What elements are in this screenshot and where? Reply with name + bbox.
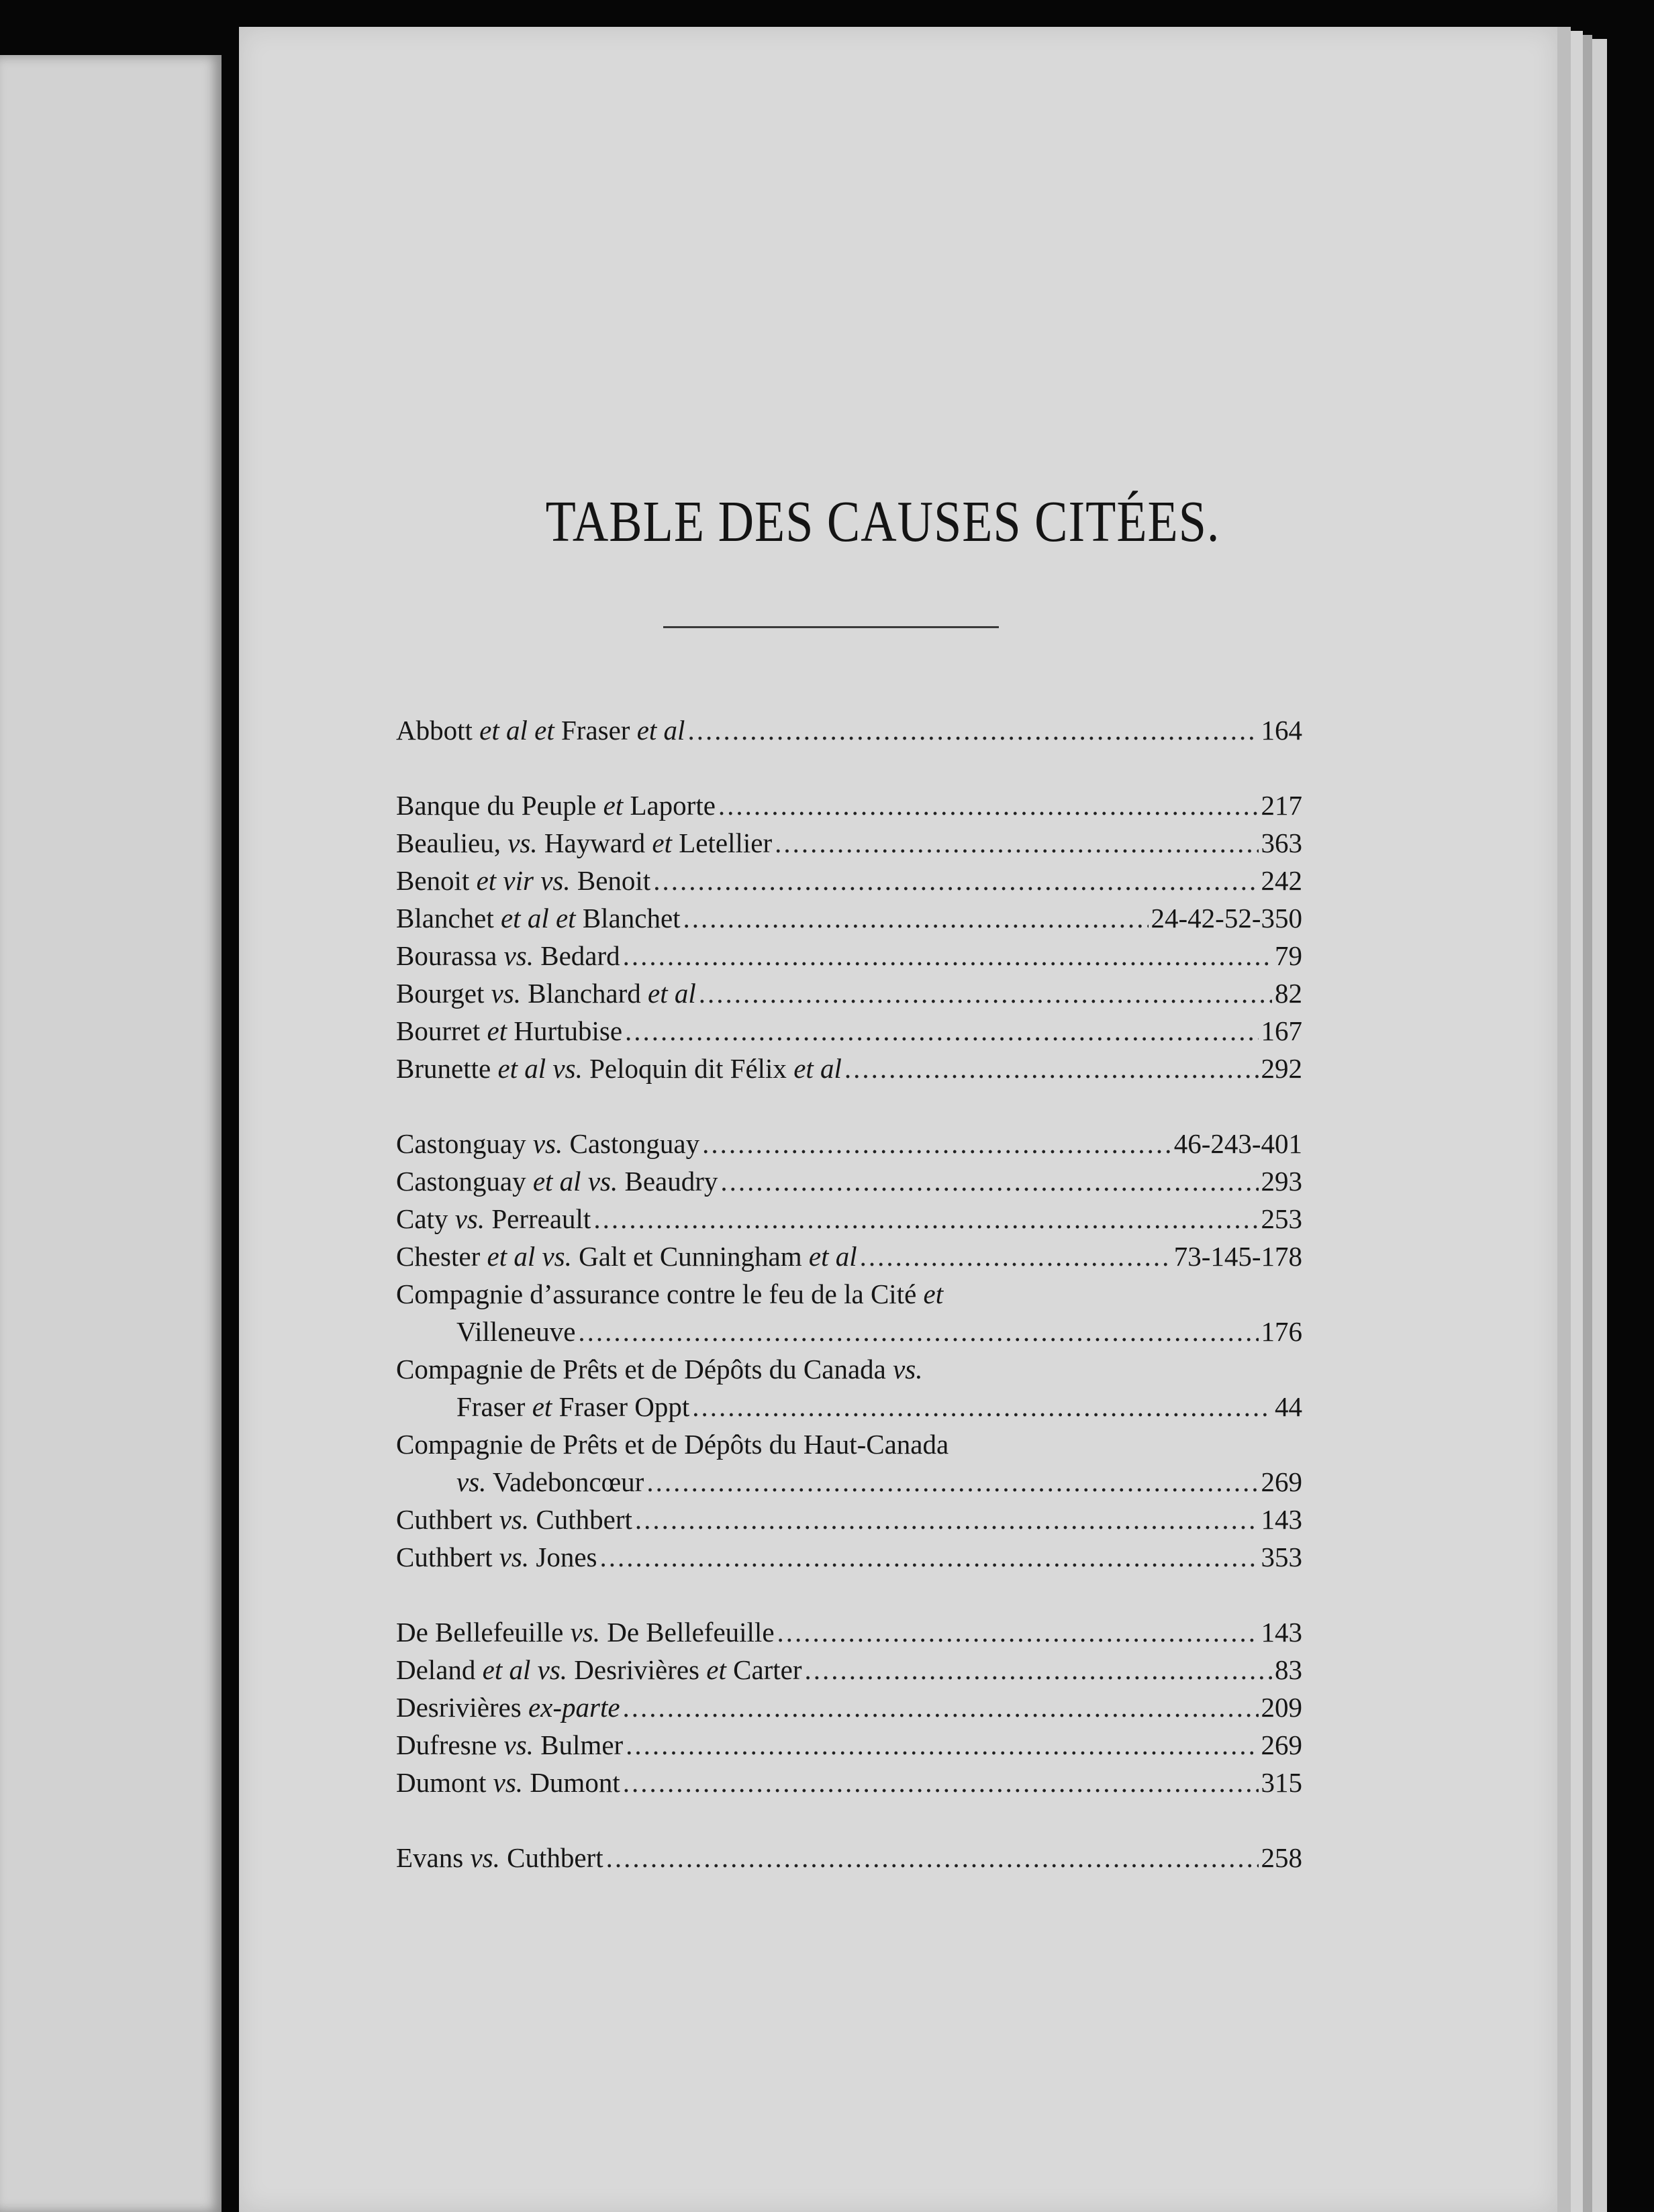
entry-line: [396, 1012, 1302, 1050]
case-name: Bourret et Hurtubise: [396, 1015, 623, 1046]
dot-leader: [718, 787, 1259, 824]
case-name: Evans vs. Cuthbert: [396, 1842, 603, 1873]
case-index-list: [396, 711, 1302, 1914]
entry-line: [396, 1388, 1302, 1425]
page-edge: [1571, 31, 1583, 2212]
case-name: Castonguay vs. Castonguay: [396, 1128, 700, 1159]
page-reference: 315: [1261, 1767, 1302, 1798]
entry-line: [396, 862, 1302, 899]
page-reference: 167: [1261, 1015, 1302, 1046]
dot-leader: [720, 1162, 1258, 1200]
page-reference: 24-42-52-350: [1151, 903, 1302, 934]
case-name: Caty vs. Perreault: [396, 1203, 591, 1234]
case-name: vs. Vadeboncœur: [456, 1466, 644, 1497]
page-reference: 164: [1261, 715, 1302, 746]
index-entry: [396, 1125, 1302, 1162]
page-reference: 258: [1261, 1842, 1302, 1873]
index-entry: [396, 1162, 1302, 1200]
case-name: Bourassa vs. Bedard: [396, 940, 620, 971]
case-name: Compagnie de Prêts et de Dépôts du Haut-Canada: [396, 1429, 949, 1460]
page-edge: [1592, 39, 1607, 2212]
index-entry: [396, 974, 1302, 1012]
page-edge: [1557, 27, 1571, 2212]
entry-line: [396, 1538, 1302, 1576]
case-name: Compagnie d’assurance contre le feu de la Cité et: [396, 1278, 944, 1309]
page-reference: 176: [1261, 1316, 1302, 1347]
entry-line: [396, 1162, 1302, 1200]
entry-line: [396, 787, 1302, 824]
dot-leader: [623, 937, 1272, 974]
entry-line: [396, 1050, 1302, 1087]
index-entry: [396, 1200, 1302, 1238]
index-entry: [396, 862, 1302, 899]
page-reference: 217: [1261, 790, 1302, 821]
entry-line: [396, 1425, 1302, 1463]
index-entry: [396, 787, 1302, 824]
dot-leader: [860, 1238, 1171, 1275]
dot-leader: [687, 711, 1258, 749]
case-name: Banque du Peuple et Laporte: [396, 790, 716, 821]
page-reference: 82: [1275, 978, 1302, 1009]
case-name: Castonguay et al vs. Beaudry: [396, 1166, 718, 1197]
entry-line: [396, 1764, 1302, 1801]
entry-line: [396, 1839, 1302, 1876]
index-entry: [396, 1050, 1302, 1087]
dot-leader: [626, 1726, 1258, 1764]
page-reference: 253: [1261, 1203, 1302, 1234]
index-entry: [396, 1501, 1302, 1538]
entry-line: [396, 1313, 1302, 1350]
entry-line: [396, 1501, 1302, 1538]
dot-leader: [623, 1689, 1259, 1726]
page-reference: 143: [1261, 1504, 1302, 1535]
entry-line: [396, 1350, 1302, 1388]
entry-line: [396, 824, 1302, 862]
dot-leader: [699, 974, 1272, 1012]
index-group-e: [396, 1839, 1302, 1876]
index-entry: [396, 1012, 1302, 1050]
page-reference: 73-145-178: [1173, 1241, 1302, 1272]
page-edge: [1583, 35, 1592, 2212]
case-name: Brunette et al vs. Peloquin dit Félix et al: [396, 1053, 842, 1084]
index-entry: [396, 1613, 1302, 1651]
dot-leader: [600, 1538, 1259, 1576]
page-reference: 269: [1261, 1466, 1302, 1497]
index-entry: [396, 1651, 1302, 1689]
entry-line: [396, 1275, 1302, 1313]
dot-leader: [578, 1313, 1258, 1350]
index-entry: [396, 824, 1302, 862]
entry-line: [396, 1689, 1302, 1726]
page-reference: 242: [1261, 865, 1302, 896]
index-group-c: [396, 1125, 1302, 1576]
page-reference: 44: [1275, 1391, 1302, 1422]
facing-page-fragment: [0, 55, 222, 2212]
page-reference: 353: [1261, 1542, 1302, 1572]
page-reference: 46-243-401: [1173, 1128, 1302, 1159]
case-name: Beaulieu, vs. Hayward et Letellier: [396, 827, 773, 858]
case-name: Cuthbert vs. Cuthbert: [396, 1504, 632, 1535]
dot-leader: [635, 1501, 1259, 1538]
index-entry: [396, 1538, 1302, 1576]
entry-line: [396, 1200, 1302, 1238]
dot-leader: [692, 1388, 1272, 1425]
dot-leader: [844, 1050, 1259, 1087]
index-entry: [396, 899, 1302, 937]
dot-leader: [653, 862, 1258, 899]
entry-line: [396, 937, 1302, 974]
page-reference: 292: [1261, 1053, 1302, 1084]
case-name: Dumont vs. Dumont: [396, 1767, 620, 1798]
entry-line: [396, 711, 1302, 749]
case-name: Villeneuve: [456, 1316, 576, 1347]
index-entry: [396, 1764, 1302, 1801]
entry-line: [396, 1726, 1302, 1764]
entry-line: [396, 1463, 1302, 1501]
dot-leader: [775, 824, 1258, 862]
dot-leader: [593, 1200, 1258, 1238]
page-reference: 83: [1275, 1654, 1302, 1685]
entry-line: [396, 1651, 1302, 1689]
index-entry: [396, 1689, 1302, 1726]
index-group-a: [396, 711, 1302, 749]
case-name: Abbott et al et Fraser et al: [396, 715, 685, 746]
index-entry: [396, 1726, 1302, 1764]
case-name: Benoit et vir vs. Benoit: [396, 865, 651, 896]
page-reference: 293: [1261, 1166, 1302, 1197]
entry-line: [396, 899, 1302, 937]
entry-line: [396, 1613, 1302, 1651]
index-entry: [396, 1839, 1302, 1876]
dot-leader: [702, 1125, 1171, 1162]
case-name: Deland et al vs. Desrivières et Carter: [396, 1654, 802, 1685]
index-entry: [396, 1275, 1302, 1350]
index-entry: [396, 1425, 1302, 1501]
dot-leader: [606, 1839, 1259, 1876]
index-group-d: [396, 1613, 1302, 1801]
case-name: Cuthbert vs. Jones: [396, 1542, 597, 1572]
page-reference: 209: [1261, 1692, 1302, 1723]
dot-leader: [625, 1012, 1258, 1050]
case-name: Desrivières ex-parte: [396, 1692, 620, 1723]
page-title: TABLE DES CAUSES CITÉES.: [545, 489, 1220, 554]
index-entry: [396, 1350, 1302, 1425]
entry-line: [396, 1125, 1302, 1162]
dot-leader: [623, 1764, 1259, 1801]
case-name: De Bellefeuille vs. De Bellefeuille: [396, 1617, 775, 1648]
index-entry: [396, 711, 1302, 749]
entry-line: [396, 974, 1302, 1012]
index-entry: [396, 1238, 1302, 1275]
page-reference: 363: [1261, 827, 1302, 858]
case-name: Dufresne vs. Bulmer: [396, 1729, 624, 1760]
index-group-b: [396, 787, 1302, 1087]
dot-leader: [805, 1651, 1272, 1689]
dot-leader: [683, 899, 1149, 937]
index-entry: [396, 937, 1302, 974]
page-reference: 79: [1275, 940, 1302, 971]
title-divider: [663, 626, 999, 628]
case-name: Blanchet et al et Blanchet: [396, 903, 681, 934]
case-name: Fraser et Fraser Oppt: [456, 1391, 690, 1422]
case-name: Chester et al vs. Galt et Cunningham et al: [396, 1241, 857, 1272]
page-reference: 143: [1261, 1617, 1302, 1648]
page-reference: 269: [1261, 1729, 1302, 1760]
entry-line: [396, 1238, 1302, 1275]
case-name: Bourget vs. Blanchard et al: [396, 978, 696, 1009]
case-name: Compagnie de Prêts et de Dépôts du Canada vs.: [396, 1354, 923, 1385]
dot-leader: [777, 1613, 1259, 1651]
dot-leader: [646, 1463, 1258, 1501]
